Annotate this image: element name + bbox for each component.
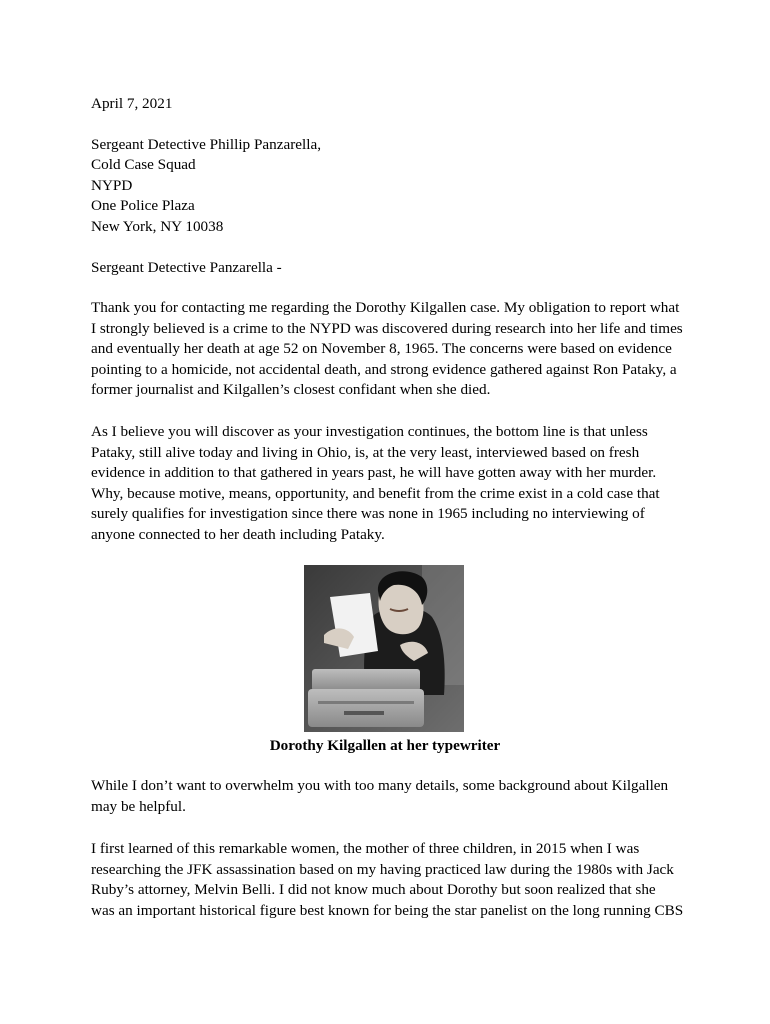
paragraph-3: [91, 776, 691, 817]
paragraph-line: Ruby’s attorney, Melvin Belli. I did not know much about Dorothy but soon realized that she: [91, 881, 656, 899]
paragraph-line: researching the JFK assassination based on my having practiced law during the 1980s with Jack: [91, 860, 674, 878]
letter-date: April 7, 2021: [91, 95, 173, 112]
paragraph-line: anyone connected to her death including Pataky.: [91, 525, 385, 543]
recipient-street: One Police Plaza: [91, 197, 195, 214]
paragraph-line: evidence in addition to that gathered in years past, he will have gotten away with her murder.: [91, 464, 657, 482]
photo-caption: Dorothy Kilgallen at her typewriter: [269, 737, 501, 754]
paragraph-1: [91, 298, 691, 401]
paragraph-line: and eventually her death at age 52 on November 8, 1965. The concerns were based on evidence: [91, 340, 672, 358]
recipient-organization: NYPD: [91, 177, 133, 194]
recipient-unit: Cold Case Squad: [91, 156, 196, 173]
paragraph-line: Pataky, still alive today and living in Ohio, is, at the very least, interviewed based on fresh: [91, 443, 640, 461]
kilgallen-typewriter-photo: [304, 565, 464, 732]
paragraph-4: [91, 839, 691, 921]
recipient-name: Sergeant Detective Phillip Panzarella,: [91, 136, 321, 153]
paragraph-line: Thank you for contacting me regarding the Dorothy Kilgallen case. My obligation to report what: [91, 299, 680, 316]
paragraph-line: While I don’t want to overwhelm you with too many details, some background about Kilgallen: [91, 777, 669, 794]
paragraph-line: As I believe you will discover as your investigation continues, the bottom line is that unless: [91, 423, 648, 440]
paragraph-line: I strongly believed is a crime to the NYPD was discovered during research into her life and times: [91, 319, 683, 337]
paragraph-line: pointing to a homicide, not accidental death, and strong evidence gathered against Ron Pataky, a: [91, 360, 677, 378]
paragraph-line: former journalist and Kilgallen’s closest confidant when she died.: [91, 381, 491, 399]
salutation: Sergeant Detective Panzarella -: [91, 259, 282, 276]
paragraph-line: I first learned of this remarkable women, the mother of three children, in 2015 when I was: [91, 840, 640, 857]
paragraph-2: [91, 422, 691, 546]
paragraph-line: Why, because motive, means, opportunity, and benefit from the crime exist in a cold case that: [91, 484, 660, 502]
recipient-city: New York, NY 10038: [91, 218, 224, 235]
paragraph-line: was an important historical figure best known for being the star panelist on the long running CBS: [91, 901, 684, 919]
paragraph-line: may be helpful.: [91, 797, 186, 815]
paragraph-line: surely qualifies for investigation since there was none in 1965 including no interviewing of: [91, 505, 645, 523]
